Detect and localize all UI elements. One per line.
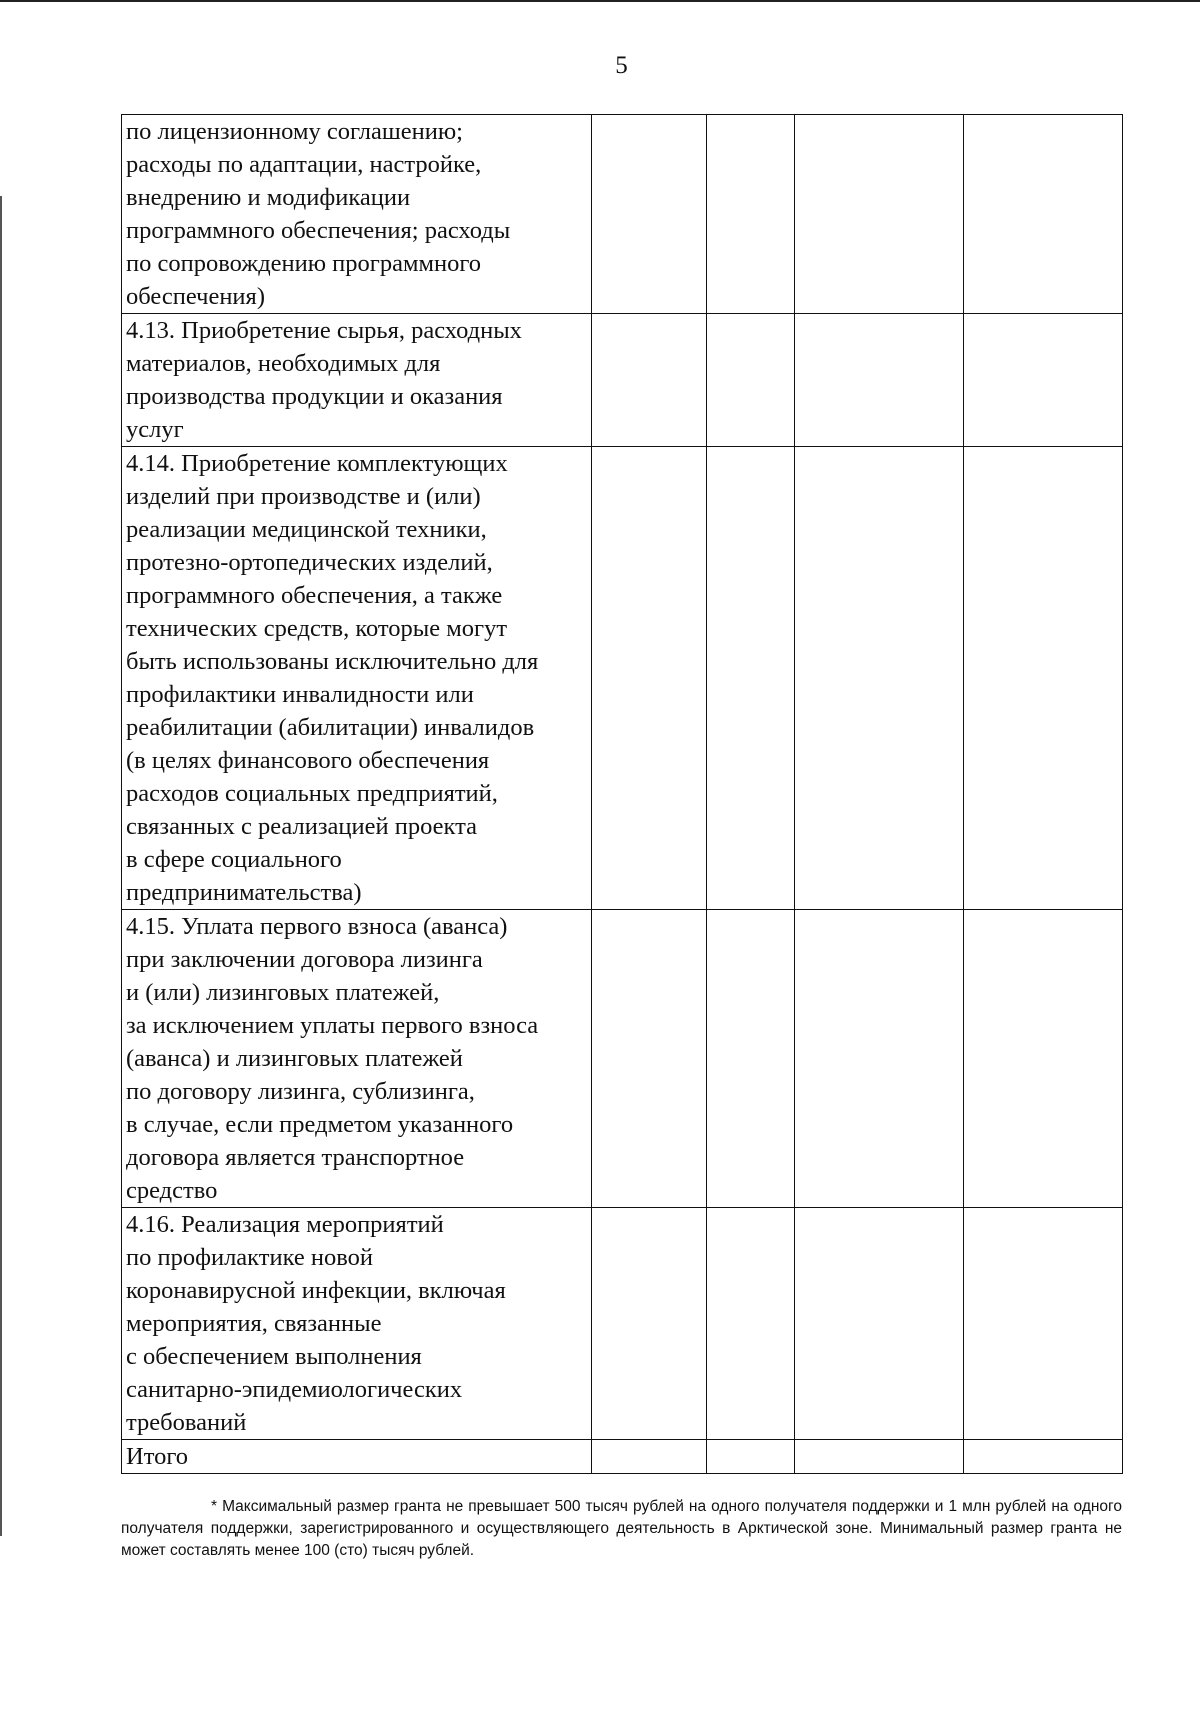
table-row [122,447,1123,910]
empty-cell [964,115,1123,314]
total-row [122,1440,1123,1474]
empty-cell [795,910,964,1208]
row-description: 4.15. Уплата первого взноса (аванса) при заключении договора лизинга и (или) лизинговых платежей, за исключением уплаты первого взноса (аванса) и лизинговых платежей по договору лизинга, сублизинга, в случае, если предметом указанного договора является транспортное средство [122,910,592,1208]
empty-cell [795,1208,964,1440]
scan-edge-top [0,0,1200,2]
table-row [122,314,1123,447]
empty-cell [592,910,707,1208]
empty-cell [964,447,1123,910]
grant-footnote: * Максимальный размер гранта не превышает 500 тысяч рублей на одного получателя поддержки и 1 млн рублей на одного получателя поддержки, зарегистрированного и осуществляющего деятельность в Арктической зоне. Минимальный размер гранта не может составлять менее 100 (сто) тысяч рублей. [121,1498,1122,1559]
empty-cell [795,1440,964,1474]
page-number: 5 [615,52,628,79]
empty-cell [707,115,795,314]
empty-cell [964,1440,1123,1474]
empty-cell [707,910,795,1208]
empty-cell [795,115,964,314]
empty-cell [964,1208,1123,1440]
row-description: 4.14. Приобретение комплектующих изделий при производстве и (или) реализации медицинской техники, протезно-ортопедических изделий, программного обеспечения, а также технических средств, которые могут быть использованы исключительно для профилактики инвалидности или реабилитации (абилитации) инвалидов (в целях финансового обеспечения расходов социальных предприятий, связанных с реализацией проекта в сфере социального предпринимательства) [122,447,592,910]
table-row [122,115,1123,314]
empty-cell [707,1440,795,1474]
empty-cell [707,1208,795,1440]
empty-cell [707,447,795,910]
empty-cell [707,314,795,447]
empty-cell [795,447,964,910]
expense-table [121,114,1123,1474]
empty-cell [592,115,707,314]
empty-cell [592,1208,707,1440]
table-row [122,910,1123,1208]
empty-cell [592,314,707,447]
empty-cell [592,1440,707,1474]
empty-cell [592,447,707,910]
row-description: 4.13. Приобретение сырья, расходных материалов, необходимых для производства продукции и оказания услуг [122,314,592,447]
row-description: 4.16. Реализация мероприятий по профилактике новой коронавирусной инфекции, включая мероприятия, связанные с обеспечением выполнения санитарно-эпидемиологических требований [122,1208,592,1440]
table-row [122,1208,1123,1440]
empty-cell [795,314,964,447]
empty-cell [964,314,1123,447]
scan-edge-left [0,196,2,1536]
empty-cell [964,910,1123,1208]
total-label: Итого [122,1440,592,1474]
row-description: по лицензионному соглашению; расходы по адаптации, настройке, внедрению и модификации программного обеспечения; расходы по сопровождению программного обеспечения) [122,115,592,314]
